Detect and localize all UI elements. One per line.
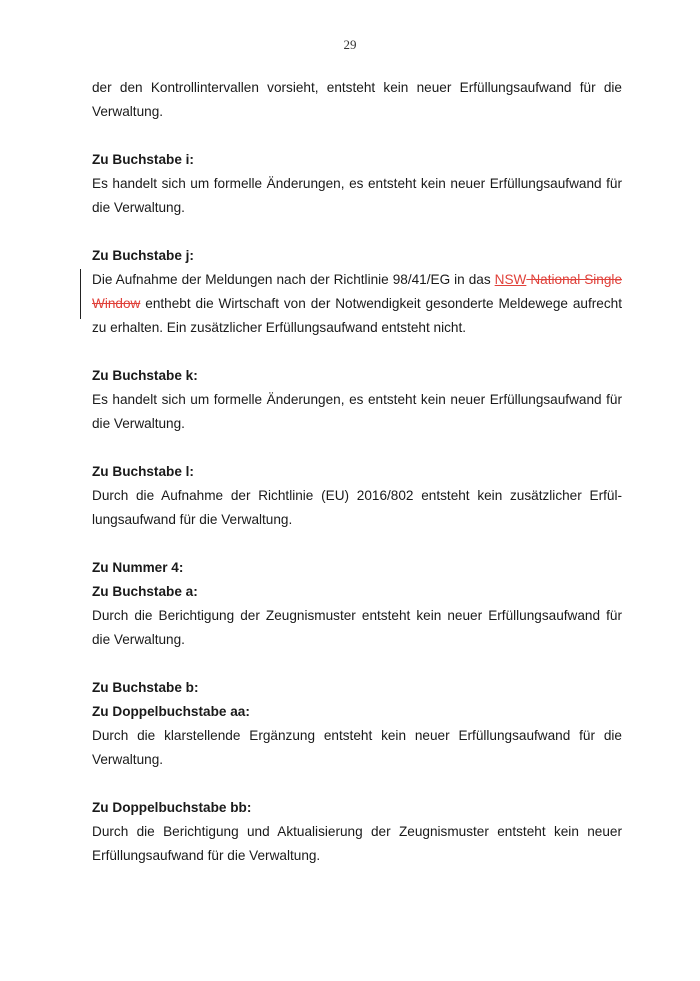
heading-buchstabe-i: Zu Buchstabe i: bbox=[92, 152, 194, 167]
revision-change-bar bbox=[80, 269, 81, 319]
heading-nummer-4: Zu Nummer 4: bbox=[92, 560, 184, 575]
heading-nummer-4-buchstabe-a: Zu Buchstabe a: bbox=[92, 584, 198, 599]
heading-buchstabe-b: Zu Buchstabe b: bbox=[92, 680, 199, 695]
heading-buchstabe-l: Zu Buchstabe l: bbox=[92, 464, 194, 479]
paragraph-j-text-before: Die Aufnahme der Meldungen nach der Richtlinie 98/41/EG in das bbox=[92, 272, 495, 287]
heading-buchstabe-j: Zu Buchstabe j: bbox=[92, 248, 194, 263]
heading-buchstabe-k: Zu Buchstabe k: bbox=[92, 368, 198, 383]
paragraph-doppelbuchstabe-aa: Durch die klarstellende Ergänzung entsteht kein neuer Erfüllungsaufwand für die Verwaltung. bbox=[92, 728, 622, 767]
document-body bbox=[92, 76, 622, 868]
paragraph-j-text-after: enthebt die Wirtschaft von der Notwendigkeit gesonderte Meldewege aufrecht zu erhalten. Ein zusätzlicher Erfüllungsaufwand entsteht nicht. bbox=[92, 296, 622, 335]
heading-doppelbuchstabe-bb: Zu Doppelbuchstabe bb: bbox=[92, 800, 252, 815]
page-number: 29 bbox=[343, 37, 357, 52]
intro-paragraph: der den Kontrollintervallen vorsieht, entsteht kein neuer Erfüllungsaufwand für die Verwaltung. bbox=[92, 80, 622, 119]
section-buchstabe-j bbox=[92, 244, 622, 340]
paragraph-buchstabe-i: Es handelt sich um formelle Änderungen, es entsteht kein neuer Erfüllungsaufwand für die Verwaltung. bbox=[92, 176, 622, 215]
paragraph-doppelbuchstabe-bb: Durch die Berichtigung und Aktualisierung der Zeugnismuster entsteht kein neuer Erfüllungsaufwand für die Verwaltung. bbox=[92, 824, 622, 863]
paragraph-buchstabe-l: Durch die Aufnahme der Richtlinie (EU) 2016/802 entsteht kein zusätzlicher Erfül- lungsaufwand für die Verwaltung. bbox=[92, 488, 622, 527]
revision-inserted-text: NSW bbox=[494, 272, 527, 287]
heading-doppelbuchstabe-aa: Zu Doppelbuchstabe aa: bbox=[92, 704, 250, 719]
paragraph-nummer-4-buchstabe-a: Durch die Berichtigung der Zeugnismuster entsteht kein neuer Erfüllungsaufwand für die Verwaltung. bbox=[92, 608, 622, 647]
paragraph-buchstabe-j bbox=[92, 268, 622, 340]
paragraph-buchstabe-k: Es handelt sich um formelle Änderungen, es entsteht kein neuer Erfüllungsaufwand für die Verwaltung. bbox=[92, 392, 622, 431]
revision-deleted-text: National Single Window bbox=[92, 272, 622, 311]
